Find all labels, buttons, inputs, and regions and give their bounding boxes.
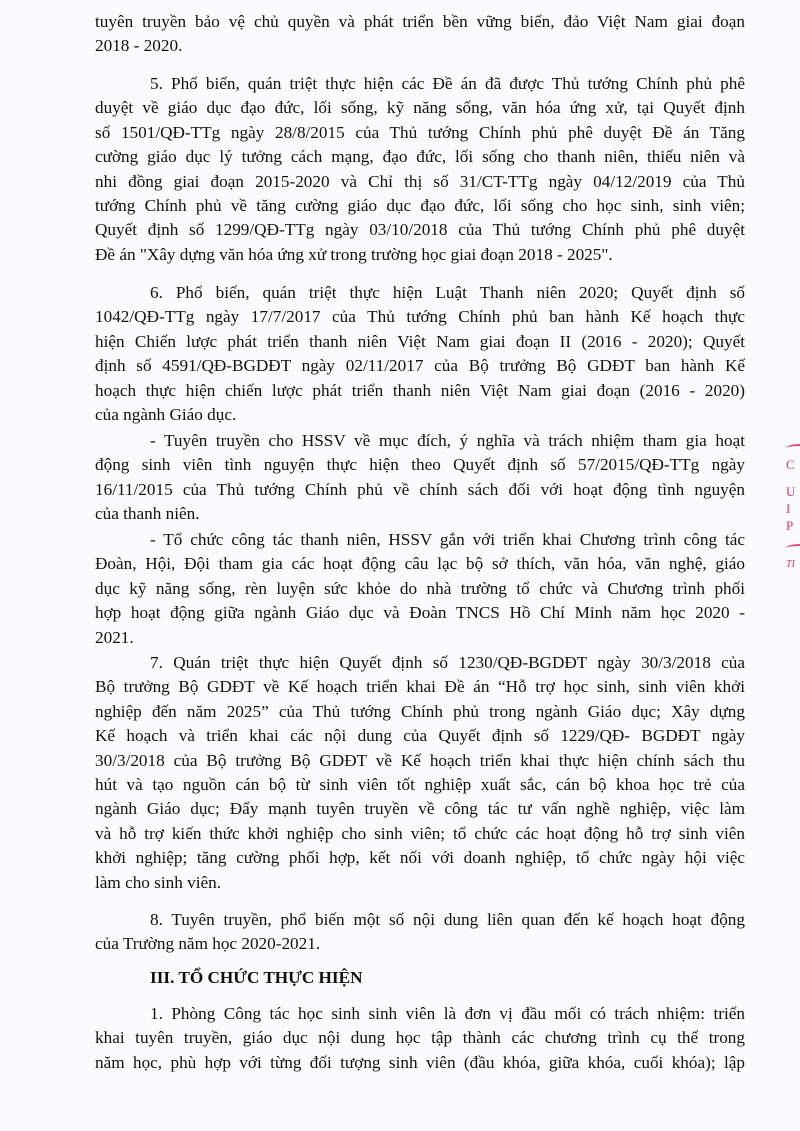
text-line: khởi nghiệp; tăng cường phối hợp, kết nối với doanh nghiệp, tổ chức ngày hội việc [95, 848, 745, 868]
stamp-letter: U [786, 484, 796, 499]
stamp-letter: I [786, 501, 791, 516]
text-line: cường giáo dục lý tưởng cách mạng, đạo đức, lối sống cho thanh niên, thiếu niên và [95, 147, 745, 167]
text-line: định số 4591/QĐ-BGDĐT ngày 02/11/2017 của Bộ trưởng Bộ GDĐT ban hành Kế [95, 356, 745, 376]
text-line: số 1501/QĐ-TTg ngày 28/8/2015 của Thủ tướng Chính phủ phê duyệt Đề án Tăng [95, 122, 745, 142]
text-line: của Trường năm học 2020-2021. [95, 934, 321, 954]
text-line: 6. Phổ biến, quán triệt thực hiện Luật Thanh niên 2020; Quyết định số [150, 283, 745, 302]
text-line: nhi đồng giai đoạn 2015-2020 và Chỉ thị số 31/CT-TTg ngày 04/12/2019 của Thủ [95, 171, 745, 191]
text-line: hợp hoạt động giữa ngành Giáo dục và Đoàn TNCS Hồ Chí Minh năm học 2020 - [95, 603, 745, 623]
text-line: Đoàn, Hội, Đội tham gia các hoạt động câu lạc bộ sở thích, văn hóa, văn nghệ, giáo [95, 554, 745, 574]
bullet-youth-work [95, 528, 745, 650]
text-line: 30/3/2018 của Bộ trưởng Bộ GDĐT về Kế hoạch triển khai thực hiện chính sách thu [95, 750, 745, 770]
paragraph-5 [95, 72, 745, 267]
stamp-letter: P [786, 518, 794, 533]
text-line: hút và tạo nguồn cán bộ từ sinh viên tốt nghiệp xuất sắc, cán bộ khoa học trẻ của [95, 774, 745, 794]
text-line: tuyên truyền bảo vệ chủ quyền và phát triển bền vững biển, đảo Việt Nam giai đoạn [95, 12, 745, 31]
text-line: 16/11/2015 của Thủ tướng Chính phủ về chính sách đối với hoạt động tình nguyện [95, 479, 745, 499]
paragraph-6 [95, 281, 745, 427]
text-line: Bộ trưởng Bộ GDĐT về Kế hoạch triển khai Đề án “Hỗ trợ học sinh, sinh viên khởi [95, 677, 745, 697]
paragraph-iii-1 [95, 1002, 745, 1075]
text-line: tướng Chính phủ về tăng cường giáo dục đạo đức, lối sống cho học sinh, sinh viên; [95, 195, 745, 215]
text-line: ngành Giáo dục; Đẩy mạnh tuyên truyền về công tác tư vấn nghề nghiệp, việc làm [95, 799, 745, 819]
text-line: Đề án "Xây dựng văn hóa ứng xử trong trường học giai đoạn 2018 - 2025". [95, 244, 613, 264]
text-line: III. TỔ CHỨC THỰC HIỆN [150, 968, 363, 987]
text-line: 1042/QĐ-TTg ngày 17/7/2017 của Thủ tướng Chính phủ ban hành Kế hoạch thực [95, 307, 745, 327]
text-line: làm cho sinh viên. [95, 872, 222, 892]
paragraph-8 [95, 908, 745, 957]
text-line: của thanh niên. [95, 504, 200, 524]
text-line: - Tổ chức công tác thanh niên, HSSV gắn với triển khai Chương trình công tác [150, 530, 745, 549]
text-line: 1. Phòng Công tác học sinh sinh viên là đơn vị đầu mối có trách nhiệm: triển [150, 1004, 745, 1023]
text-line: 2018 - 2020. [95, 36, 183, 56]
section-heading-iii [95, 966, 745, 990]
paragraph-continuation [95, 10, 745, 59]
text-line: 2021. [95, 627, 134, 647]
text-line: năm học, phù hợp với từng đối tượng sinh viên (đầu khóa, giữa khóa, cuối khóa); lập [95, 1052, 745, 1072]
text-line: động sinh viên tình nguyện thực hiện theo Quyết định số 57/2015/QĐ-TTg ngày [95, 455, 745, 475]
text-line: nghiệp đến năm 2025” của Thủ tướng Chính phủ trong ngành Giáo dục; Xây dựng [95, 701, 745, 721]
text-line: 7. Quán triệt thực hiện Quyết định số 1230/QĐ-BGDĐT ngày 30/3/2018 của [150, 653, 745, 672]
text-line: Kế hoạch và triển khai các nội dung của Quyết định số 1229/QĐ- BGDĐT ngày [95, 726, 745, 746]
text-line: hoạch thực hiện chiến lược phát triển thanh niên Việt Nam giai đoạn (2016 - 2020) [95, 380, 745, 400]
stamp-fragment [786, 440, 800, 580]
text-line: duyệt về giáo dục đạo đức, lối sống, kỹ năng sống, văn hóa ứng xử, tại Quyết định [95, 98, 745, 118]
text-line: dục kỹ năng sống, rèn luyện sức khỏe do nhà trường tổ chức và Chương trình phối [95, 578, 745, 598]
text-line: hiện Chiến lược phát triển thanh niên Việt Nam giai đoạn II (2016 - 2020); Quyết [95, 331, 745, 351]
text-line: - Tuyên truyền cho HSSV về mục đích, ý nghĩa và trách nhiệm tham gia hoạt [150, 431, 745, 450]
text-line: của ngành Giáo dục. [95, 404, 237, 424]
text-line: khai tuyên truyền, giáo dục nội dung học tập thành các chương trình cụ thể trong [95, 1028, 745, 1048]
text-line: 5. Phổ biến, quán triệt thực hiện các Đề án đã được Thủ tướng Chính phủ phê [150, 74, 745, 93]
bullet-volunteer [95, 429, 745, 527]
stamp-letter: TI [786, 559, 795, 570]
text-line: 8. Tuyên truyền, phổ biến một số nội dung liên quan đến kế hoạch hoạt động [150, 910, 745, 929]
text-line: Quyết định số 1299/QĐ-TTg ngày 03/10/2018 của Thủ tướng Chính phủ phê duyệt [95, 220, 745, 240]
paragraph-7 [95, 651, 745, 895]
text-line: và hỗ trợ kiến thức khởi nghiệp cho sinh viên; tổ chức các hoạt động hỗ trợ sinh viên [95, 823, 745, 843]
stamp-letter: C [786, 457, 795, 472]
